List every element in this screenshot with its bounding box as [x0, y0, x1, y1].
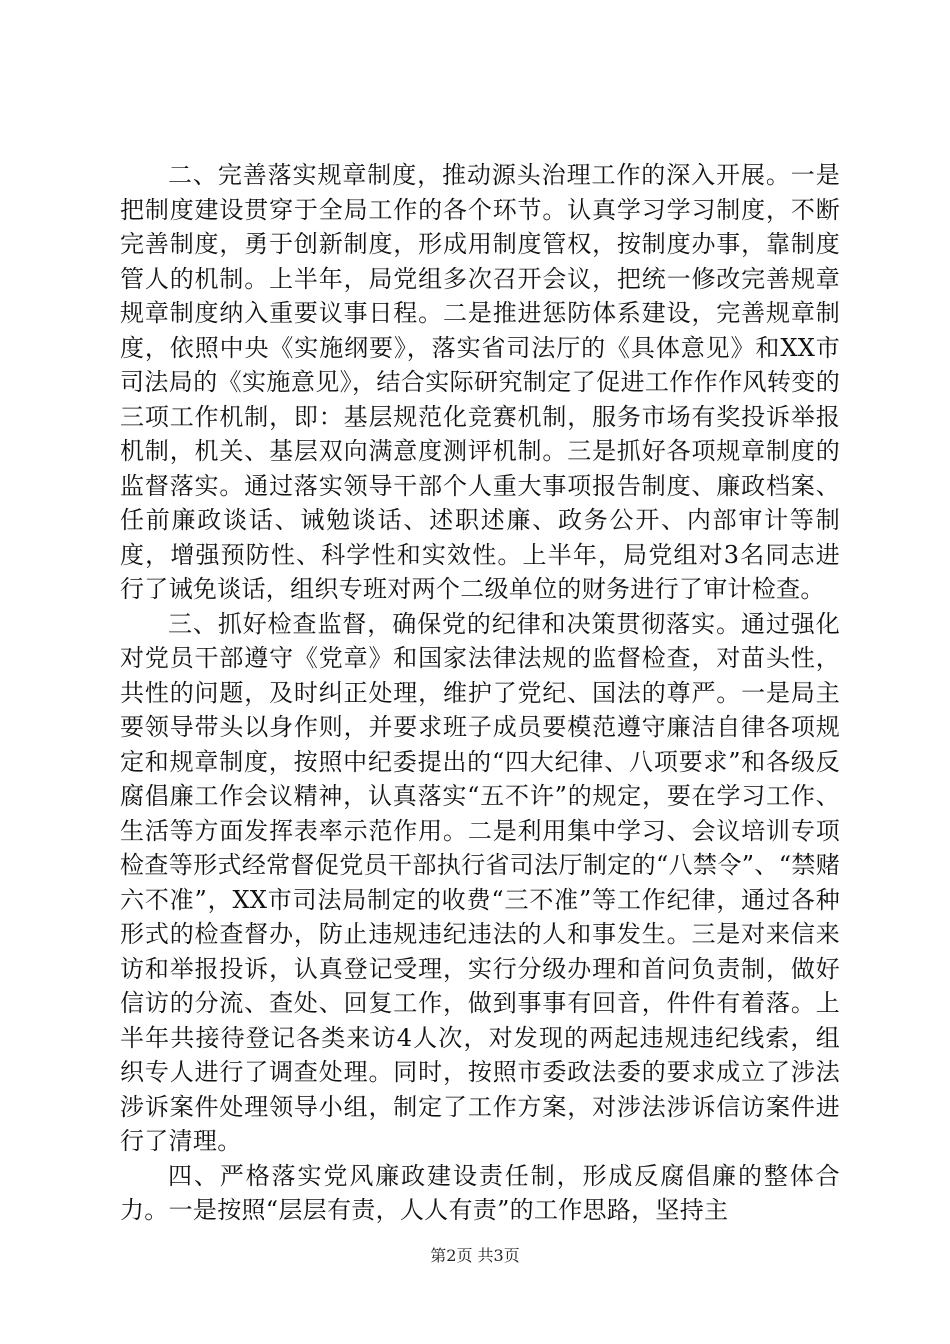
paragraph-section-four: 四、严格落实党风廉政建设责任制，形成反腐倡廉的整体合力。一是按照“层层有责，人人有责”的工作思路，坚持主	[120, 1161, 840, 1224]
paragraph-section-three: 三、抓好检查监督，确保党的纪律和决策贯彻落实。通过强化对党员干部遵守《党章》和国家法律法规的监督检查，对苗头性，共性的问题，及时纠正处理，维护了党纪、国法的尊严。一是局主要领导带头以身作则，并要求班子成员要模范遵守廉洁自律各项规定和规章制度，按照中纪委提出的“四大纪律、八项要求”和各级反腐倡廉工作会议精神，认真落实“五不许”的规定，要在学习工作、生活等方面发挥表率示范作用。二是利用集中学习、会议培训专项检查等形式经常督促党员干部执行省司法厅制定的“八禁令”、“禁赌六不准”，XX市司法局制定的收费“三不准”等工作纪律，通过各种形式的检查督办，防止违规违纪违法的人和事发生。三是对来信来访和举报投诉，认真登记受理，实行分级办理和首问负责制，做好信访的分流、查处、回复工作，做到事事有回音，件件有着落。上半年共接待登记各类来访4人次，对发现的两起违规违纪线索，组织专人进行了调查处理。同时，按照市委政法委的要求成立了涉法涉诉案件处理领导小组，制定了工作方案，对涉法涉诉信访案件进行了清理。	[120, 609, 840, 1155]
page-number-footer: 第2页 共3页	[430, 1246, 520, 1265]
document-body	[120, 158, 840, 1228]
paragraph-section-two: 二、完善落实规章制度，推动源头治理工作的深入开展。一是把制度建设贯穿于全局工作的各个环节。认真学习学习制度，不断完善制度，勇于创新制度，形成用制度管权，按制度办事，靠制度管人的机制。上半年，局党组多次召开会议，把统一修改完善规章规章制度纳入重要议事日程。二是推进惩防体系建设，完善规章制度，依照中央《实施纲要》，落实省司法厅的《具体意见》和XX市司法局的《实施意见》，结合实际研究制定了促进工作作作风转变的三项工作机制，即：基层规范化竞赛机制，服务市场有奖投诉举报机制，机关、基层双向满意度测评机制。三是抓好各项规章制度的监督落实。通过落实领导干部个人重大事项报告制度、廉政档案、任前廉政谈话、诫勉谈话、述职述廉、政务公开、内部审计等制度，增强预防性、科学性和实效性。上半年，局党组对3名同志进行了诫免谈话，组织专班对两个二级单位的财务进行了审计检查。	[120, 161, 840, 603]
